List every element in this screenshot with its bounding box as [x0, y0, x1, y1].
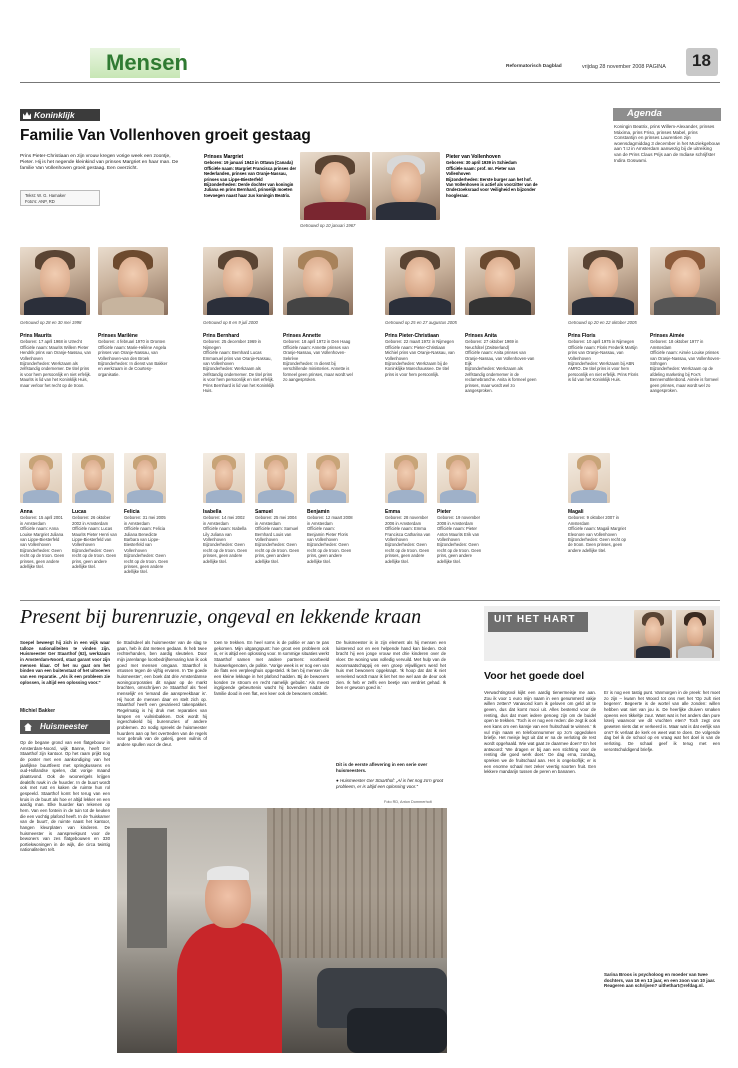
huismeester-badge-label: Huismeester — [40, 722, 89, 731]
child-photo-anita — [465, 247, 535, 315]
margriet-photo — [300, 152, 370, 220]
grandchild-bio-pieter: Pieter Geboren: 19 november 2008 in Amsterdam Officiële naam: Pieter Anton Maurits Erik van Vollenhoven Bijzonderheden: Geen recht op de troon. Geen prins, geen andere adellijke titel. — [437, 509, 482, 564]
column-col-1: Verwachtingsvol kijkt een aardig tienermeisje me aan. Zou ik voor 1 euro mijn naam in een genummerd vakje willen zetten? Vanavond kom ik geloven om geld uit te geven, dus dat komt mooi uit. Alles bestemd voor de renting, dus dat moet iedere genoeg zijn om de buidel open te trekken. 'Toch is er nog een reden: die zegt ik ook een kans om een kansje van een fruitschaal te winnen.' Ik vul mijn naam en telefoonnummer op zo'n opgedoken briefje. Het meisje legt uit dat er na de verloting de rest wordt opgehaald. Wie wat gaat ze daarmee doen? En het antwoord: 'We dragen er bij aan een stichting voor de renting die goed werk doet.' De dag erna, zondag, spreken we de fruitschaal aan. Het is ongelooflijk; er is een enorme schaal met zeker veertig soorten fruit. Een lekkere mandarijn tussen de peren en bananen. — [484, 690, 596, 775]
quote-text: Huismeester Ger Staarthof: „Al is het nog zo'n groot probleem, er is altijd een oplossing voor." — [336, 778, 444, 789]
column-col-2: Er is nog een tastig punt. Vanmorgen in de preek: het moet zo zijn – kwam het Woord tot ons met het 'Op zult niet begeren'. Begeerte is de wortel van alle zonden: willen hebben wat niet van jou is. De heerlijke druiven smaken opeens een tikkeltje zuur. Want wat is het anders dan pure loterij waarvoor we dit vruchten eten? Toch zegt ons geweten niets dat er verkeerd is. Maar wat is dat eerlijk van ons? Ik verlaat de kerk en weet wat te doen. De volgende dag bel ik de school op en vraag wat het doel is van de verloting. De schaal geef ik terug met een verontschuldigend briefje. — [604, 690, 720, 752]
page-number: 18 — [692, 51, 711, 70]
child-bio-marilene: Prinses Marilène Geboren: 4 februari 1970 in Dronten Officiële naam: Marie-Hélène Angela prinses van Oranje-Nassau, van Vollenhoven-van den Broek Bijzonderheden: In dienst van Bakker en werkzaam in de Courtesy-organisatie. — [98, 333, 168, 377]
marriage-caption-4: Getrouwd op 20 en 22 oktober 2005 — [568, 320, 637, 325]
series-note: Dit is de eerste aflevering in een serie over huismeesters. — [336, 762, 428, 773]
pieter-van-vollenhoven-photo — [372, 152, 440, 220]
margriet-bio-text: Prinses Margriet Geboren: 19 januari 1943 in Ottawa (Canada) Officiële naam: Margriet Francisca prinses der Nederlanden, prinses van Oranje-Nassau, prinses van Lippe-Biesterfeld Bijzonderheden: Derde dochter van koningin Juliana en prins Bernhard, prinselijk moeten toevoegen naast haar zus koningin Beatrix. — [204, 154, 297, 198]
column-title: Voor het goede doel — [484, 670, 585, 682]
grandchild-photo-samuel — [255, 453, 297, 503]
marriage-caption-1: Getrouwd op 28 en 30 mei 1998 — [20, 320, 82, 325]
marriage-caption-2: Getrouwd op 8 en 9 juli 2000 — [203, 320, 258, 325]
issue-date: vrijdag 28 november 2008 PAGINA — [582, 64, 666, 70]
child-bio-pieter-christiaan: Prins Pieter-Christiaan Geboren: 22 maart 1972 in Nijmegen Officiële naam: Pieter-Christiaan Michiel prins van Oranje-Nassau, van Vollenhoven Bijzonderheden: Werkzaam bij de Koninklijke Marechaussee. De titel prins is voor hem persoonlijk. — [385, 333, 455, 377]
article-author: Michiel Bakker — [20, 708, 56, 714]
koninklijk-label-box — [20, 109, 100, 121]
article-col-3: toen te trekken. En heel soms is de politie er aan te pas gekomen. Mijn uitgangspunt: hoe groot een probleem ook is, er is altijd een oplossing voor. In sommige situaties werkt Staarthof samen met andere partners: voorbeeld huiswerkgenoten, de politie. 'Vorige week is er nog een van de flats een verpleeghuis opgesteld. Ik ben bij mensen die een kleine lekkage in het plafond hadden. Bij de bewoners konden ze stroom en recht namelijk gebuikt.' Als meest ingrijpende gebeurtenis wacht hij bovendien nadat de familie dood in een flat, een keer ook de bewoners ontdekt. — [214, 640, 329, 696]
column-banner — [484, 606, 720, 661]
huismeester-photo — [117, 808, 447, 1053]
huismeester-badge — [20, 720, 110, 734]
columnist-photo-2 — [676, 610, 714, 658]
grandchild-photo-lucas — [72, 453, 114, 503]
agenda-text: Koningin Beatrix, prins Willem-Alexander, prinses Máxima, prins Friso, prinses Mabel, prins Constantijn en prinses Laurentien zijn woensdagmiddag 3 december in het Muziekgebouw aan 't IJ in Amsterdam aanwezig bij de uitreiking van de Prins Claus Prijs aan de Indiase schrijfster Indira Goswami. — [614, 124, 720, 163]
child-bio-maurits: Prins Maurits Geboren: 17 april 1968 in Utrecht Officiële naam: Maurits Willem Pieter Hendrik prins van Oranje-Nassau, van Vollenhoven Bijzonderheden: Werkzaam als zelfstandig ondernemer. De titel prins is voor hem persoonlijk en niet erfelijk. Maurits is lid van het Koninklijk Huis, maar verloor het recht op de troon. — [20, 333, 91, 388]
photo-credit: Foto RD, Anton Dommerholt — [384, 800, 432, 804]
grandchild-photo-magali — [568, 453, 610, 503]
column-kicker: UIT HET HART — [494, 614, 576, 625]
child-photo-bernhard — [203, 247, 273, 315]
section-title: Mensen — [106, 50, 188, 75]
column-author-note: Sarina Broos is psycholoog en moeder van twee dochters, van 16 en 13 jaar, en een zoon van 10 jaar. Reageren aan schrijven? uithethart@refdag.nl. — [604, 972, 716, 989]
pieter-bio — [446, 155, 538, 198]
grandchild-photo-isabella — [203, 453, 245, 503]
article-col-4: De huismeester is in zijn element als hij mensen een luisterend oor en een helpende hand kan bieden. Ooit bracht hij een jonge vrouw met drie kinderen over de vloer. De woning was volledig vervuild. Met hulp van de woonmaatschappij en een groep vrijwilligers werd het huis met bewoners opgeknapt. 'Ik hoop dat dat ik niet vervelend wordt maar ik liet het me wel aan de deur ook zien. Ik heb er zelfs een beetje van verdriet gehad. Ik ben er gewoon goed in.' — [336, 640, 446, 691]
credit-box — [20, 190, 100, 206]
grandchild-photo-anna — [20, 453, 62, 503]
article-col-2: tie Stadsdeel als huismeester van de slag te gaan, heb ik dat meteen gedaan. Ik heb twee rechterhanden, ben aardig sleutelen. Door mijn jarenlange loonbedrijfservaring kan ik ook goed met mensen omgaan. Staarthof is intussen tegen de vijftig ervaren. In 'De goede huismeester', een boek dat drie Amsterdamse woningcorporaties dit najaar op de markt brachten, omschrijven ze Staarthof als 'heel menselijk' en 'iemand die aanspreekbaar is'. Hij hoort de mensen daar en stelt zich op. Staarthof heeft een gevarieerd takenpakket. Regelmatig is hij druk met reparaties van lampen en vuilnisbakken. Ook wordt hij ingeschakeld bij burenruzies of andere problemen. Zo nodig spreekt de huismeester huurders aan op het overtreden van de regels voor gebruik van de galerij, geen vuilnis of andere spullen voor de deur. — [117, 640, 207, 747]
child-bio-anita: Prinses Anita Geboren: 27 oktober 1969 in Neuchâtel (Zwitserland) Officiële naam: Anita prinses van Oranje-Nassau, van Vollenhoven-van Eijk Bijzonderheden: Werkzaam als zelfstandig ondernemer in de reclamebranche. Anita is formeel geen prinses, maar wordt wel zo aangesproken. — [465, 333, 537, 394]
header-rule — [20, 82, 720, 83]
article-col-1: Op de begane grond van een flatgebouw in Amsterdam-Noord, wijk Banne, heeft Ger Staarthof zijn kantoor. Op het raam prijkt nog de poster met een aankondiging van het jaarlijkse buurtfeest met springkussens en oud-Hollandse spelen, dat vorige maand plaatsvond. Ook de woonerigels krijgen deaktifs ruwk in de huurder. In de buurt wordt ook met rust en kaken de ruimte hun rol gespeeld. Staarthof komt het terug van een kruis in de buurt als hoe er altijd lekker en een aardig man. Elke huurder kan rekenen op hem. Van een fontein in de tuin tot de keuken die een vochtig plafond heeft. In de 'huiskamer van de buurt', de ruimte naast het kantoor, hangen kleurplaten van kinderen. De huismeester is aanspreekpunt voor de bewoners van zes flatgebouwen en 330 portiekwoningen in de wijk, die circa twintig nationaliteiten telt. — [20, 740, 110, 853]
article-quote — [336, 778, 446, 789]
grandchild-bio-emma: Emma Geboren: 28 november 2006 in Amsterdam Officiële naam: Emma Francisca Catharina van Vollenhoven Bijzonderheden: Geen recht op de troon. Geen prinses, geen andere adellijke titel. — [385, 509, 431, 564]
koninklijk-intro: Prins Pieter-Christiaan en zijn vrouw kregen vorige week een zoontje, Pieter. Hij is het negende kleinkind van prinses Margriet en haar man. De familie Van Vollenhoven groeit gestaag. Een overzicht. — [20, 154, 179, 171]
parents-caption: Getrouwd op 10 januari 1967 — [300, 223, 356, 228]
margriet-bio — [204, 155, 298, 198]
koninklijk-label: Koninklijk — [34, 110, 75, 120]
koninklijk-title: Familie Van Vollenhoven groeit gestaag — [20, 127, 311, 144]
credit-text: Tekst: W. G. Hamaker — [25, 193, 66, 198]
grandchild-bio-benjamin: Benjamin Geboren: 12 maart 2008 in Amsterdam Officiële naam: Benjamin Pieter Floris van Vollenhoven Bijzonderheden: Geen recht op de troon. Geen prins, geen andere adellijke titel. — [307, 509, 353, 564]
child-photo-floris — [568, 247, 638, 315]
page-header — [20, 46, 720, 84]
child-bio-bernhard: Prins Bernhard Geboren: 25 december 1969 in Nijmegen Officiële naam: Bernhard Lucas Emmanuel prins van Oranje-Nassau, van Vollenhoven Bijzonderheden: Werkzaam als zelfstandig ondernemer. De titel prins is voor hem persoonlijk en niet erfelijk. Prins Bernhard is lid van het Koninklijk Huis. — [203, 333, 275, 394]
child-photo-maurits — [20, 247, 90, 315]
house-icon — [24, 723, 32, 731]
pieter-bio-text: Pieter van Vollenhoven Geboren: 30 april 1939 in Schiedam Officiële naam: prof. mr. Pieter van Vollenhoven Bijzonderheden: Eerste burger aan het hof. Van Vollenhoven is actief als voorzitter van de Onderzoeksraad voor Veiligheid en bijzonder hoogleraar. — [446, 154, 538, 198]
crown-icon — [23, 111, 31, 119]
child-bio-floris: Prins Floris Geboren: 10 april 1975 in Nijmegen Officiële naam: Floris Frederik Martijn prins van Oranje-Nassau, van Vollenhoven Bijzonderheden: Werkzaam bij ABN AMRO. De titel prins is voor hem persoonlijk en niet erfelijk. Prins Floris is lid van het Koninklijk Huis. — [568, 333, 639, 383]
grandchild-photo-benjamin — [307, 453, 349, 503]
child-bio-annette: Prinses Annette Geboren: 18 april 1972 in Den Haag Officiële naam: Annette prinses van Oranje-Nassau, van Vollenhoven-Sekrève Bijzonderheden: In dienst bij verschillende ministeries. Annette is formeel geen prinses, maar wordt wel zo aangesproken. — [283, 333, 353, 383]
grandchild-bio-samuel: Samuel Geboren: 25 mei 2004 in Amsterdam Officiële naam: Samuel Bernhard Louis van Vollenhoven Bijzonderheden: Geen recht op de troon. Geen prins, geen andere adellijke titel. — [255, 509, 300, 564]
agenda-label-box — [613, 108, 721, 121]
article-lead: Soepel beweegt hij zich in een wijk waar talloze nationaliteiten te vinden zijn. Huismeester Ger Staarthof (62), werkzaam in Amsterdam-Noord, staat garant voor zijn mensen klaar. Of het nu gaat om het binden van een buitenstaat of het uitvoeren van een reparatie. „Als ik een probleem zie oplossen, is altijd een oplossing voor." — [20, 640, 110, 685]
child-bio-aimee: Prinses Aimée Geboren: 18 oktober 1977 in Amsterdam Officiële naam: Aimée Louise prinses van Oranje-Nassau, van Vollenhoven-Söhngen Bijzonderheden: Werkzaam op de afdeling marketing bij Fox's Bennemühlenbond. Aimée is formeel geen prinses, maar wordt wel zo aangesproken. — [650, 333, 721, 394]
grandchild-photo-pieter — [437, 453, 479, 503]
grandchild-bio-isabella: Isabella Geboren: 14 mei 2002 in Amsterdam Officiële naam: Isabella Lily Juliana van Vollenhoven Bijzonderheden: Geen recht op de troon. Geen prinses, geen andere adellijke titel. — [203, 509, 248, 564]
section-divider — [20, 600, 720, 601]
child-photo-aimee — [650, 247, 720, 315]
grandchild-bio-lucas: Lucas Geboren: 26 oktober 2002 in Amsterdam Officiële naam: Lucas Maurits Pieter Henri van Lippe-Biesterfeld van Vollenhoven Bijzonderheden: Geen recht op de troon. Geen prins, geen andere adellijke titel. — [72, 509, 117, 570]
grandchild-bio-felicia: Felicia Geboren: 31 mei 2005 in Amsterdam Officiële naam: Felicia Juliana Benedicte Barbara van Lippe-Biesterfeld van Vollenhoven Bijzonderheden: Geen recht op de troon. Geen prinses, geen andere adellijke titel. — [124, 509, 169, 575]
grandchild-bio-magali: Magali Geboren: 9 oktober 2007 in Amsterdam Officiële naam: Magali Margriet Eleonore van Vollenhoven Bijzonderheden: Geen recht op de troon. Geen prinses, geen andere adellijke titel. — [568, 509, 626, 553]
child-photo-pieter-christiaan — [385, 247, 455, 315]
child-photo-marilene — [98, 247, 168, 315]
grandchild-photo-felicia — [124, 453, 166, 503]
grandchild-bio-anna: Anna Geboren: 15 april 2001 in Amsterdam Officiële naam: Anna Louise Margriet Juliana van Lippe-Biesterfeld van Vollenhoven Bijzonderheden: Geen recht op de troon. Geen prinses, geen andere adellijke titel. — [20, 509, 65, 570]
grandchild-photo-emma — [385, 453, 427, 503]
columnist-photo-1 — [634, 610, 672, 658]
newspaper-name: Reformatorisch Dagblad — [506, 64, 562, 69]
bullet-icon: ● — [336, 778, 340, 783]
agenda-label: Agenda — [627, 108, 662, 119]
child-photo-annette — [283, 247, 353, 315]
marriage-caption-3: Getrouwd op 25 en 27 augustus 2005 — [385, 320, 457, 325]
article-headline: Present bij burenruzie, ongeval en lekkende kraan — [20, 606, 422, 628]
credit-photo: Foto's: ANP, RD — [25, 199, 55, 204]
